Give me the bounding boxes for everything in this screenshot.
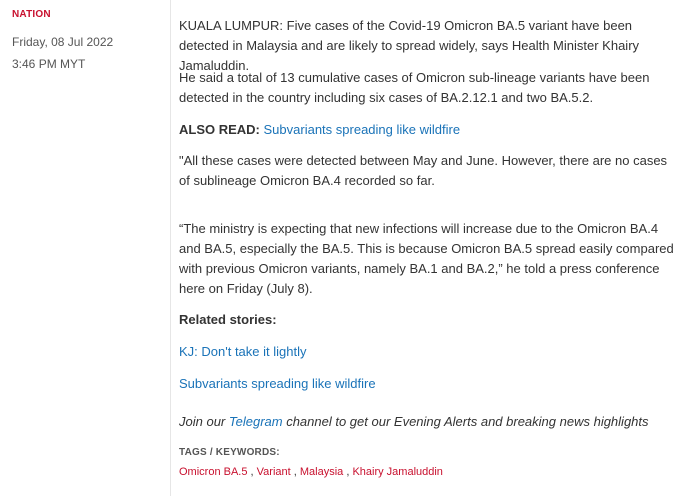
tag-link[interactable]: Khairy Jamaluddin [352, 466, 443, 478]
tag-separator: , [247, 466, 257, 478]
article-meta-sidebar [0, 0, 170, 496]
also-read-link[interactable]: Subvariants spreading like wildfire [263, 122, 461, 137]
related-stories-heading: Related stories: [179, 312, 277, 327]
telegram-link[interactable]: Telegram [228, 414, 283, 429]
paragraph-3: "All these cases were detected between May and June. However, there are no cases of sublineage Omicron BA.4 recorded so far. [179, 153, 668, 188]
telegram-promo-suffix: channel to get our Evening Alerts and breaking news highlights [282, 414, 649, 429]
tag-separator: , [343, 466, 353, 478]
paragraph-4: “The ministry is expecting that new infections will increase due to the Omicron BA.4 and BA.5, especially the BA.5. This is because Omicron BA.5 spread easily compared with previous Omicron variants, namely BA.1 and BA.2,” he told a press conference here on Friday (July 8). [179, 221, 674, 296]
related-story-link[interactable]: Subvariants spreading like wildfire [179, 376, 376, 391]
publish-time: 3:46 PM MYT [12, 57, 86, 71]
tags-heading: TAGS / KEYWORDS: [179, 447, 280, 458]
tag-separator: , [290, 466, 300, 478]
paragraph-2: He said a total of 13 cumulative cases of Omicron sub-lineage variants have been detected in the country including six cases of BA.2.12.1 and two BA.5.2. [179, 70, 650, 105]
telegram-promo-prefix: Join our [179, 414, 229, 429]
related-story-link[interactable]: KJ: Don't take it lightly [179, 344, 307, 359]
telegram-promo [179, 412, 679, 432]
also-read-label: ALSO READ: [179, 122, 260, 137]
sidebar-divider [170, 0, 171, 496]
tag-link[interactable]: Variant [256, 466, 291, 478]
paragraph-1: KUALA LUMPUR: Five cases of the Covid-19 Omicron BA.5 variant have been detected in Malaysia and are likely to spread widely, says Health Minister Khairy Jamaluddin. [179, 18, 640, 73]
category-label[interactable]: NATION [12, 9, 51, 20]
tags-list [179, 466, 443, 478]
also-read [179, 120, 679, 140]
tag-link[interactable]: Omicron BA.5 [179, 466, 248, 478]
tag-link[interactable]: Malaysia [299, 466, 344, 478]
publish-date: Friday, 08 Jul 2022 [12, 35, 114, 49]
